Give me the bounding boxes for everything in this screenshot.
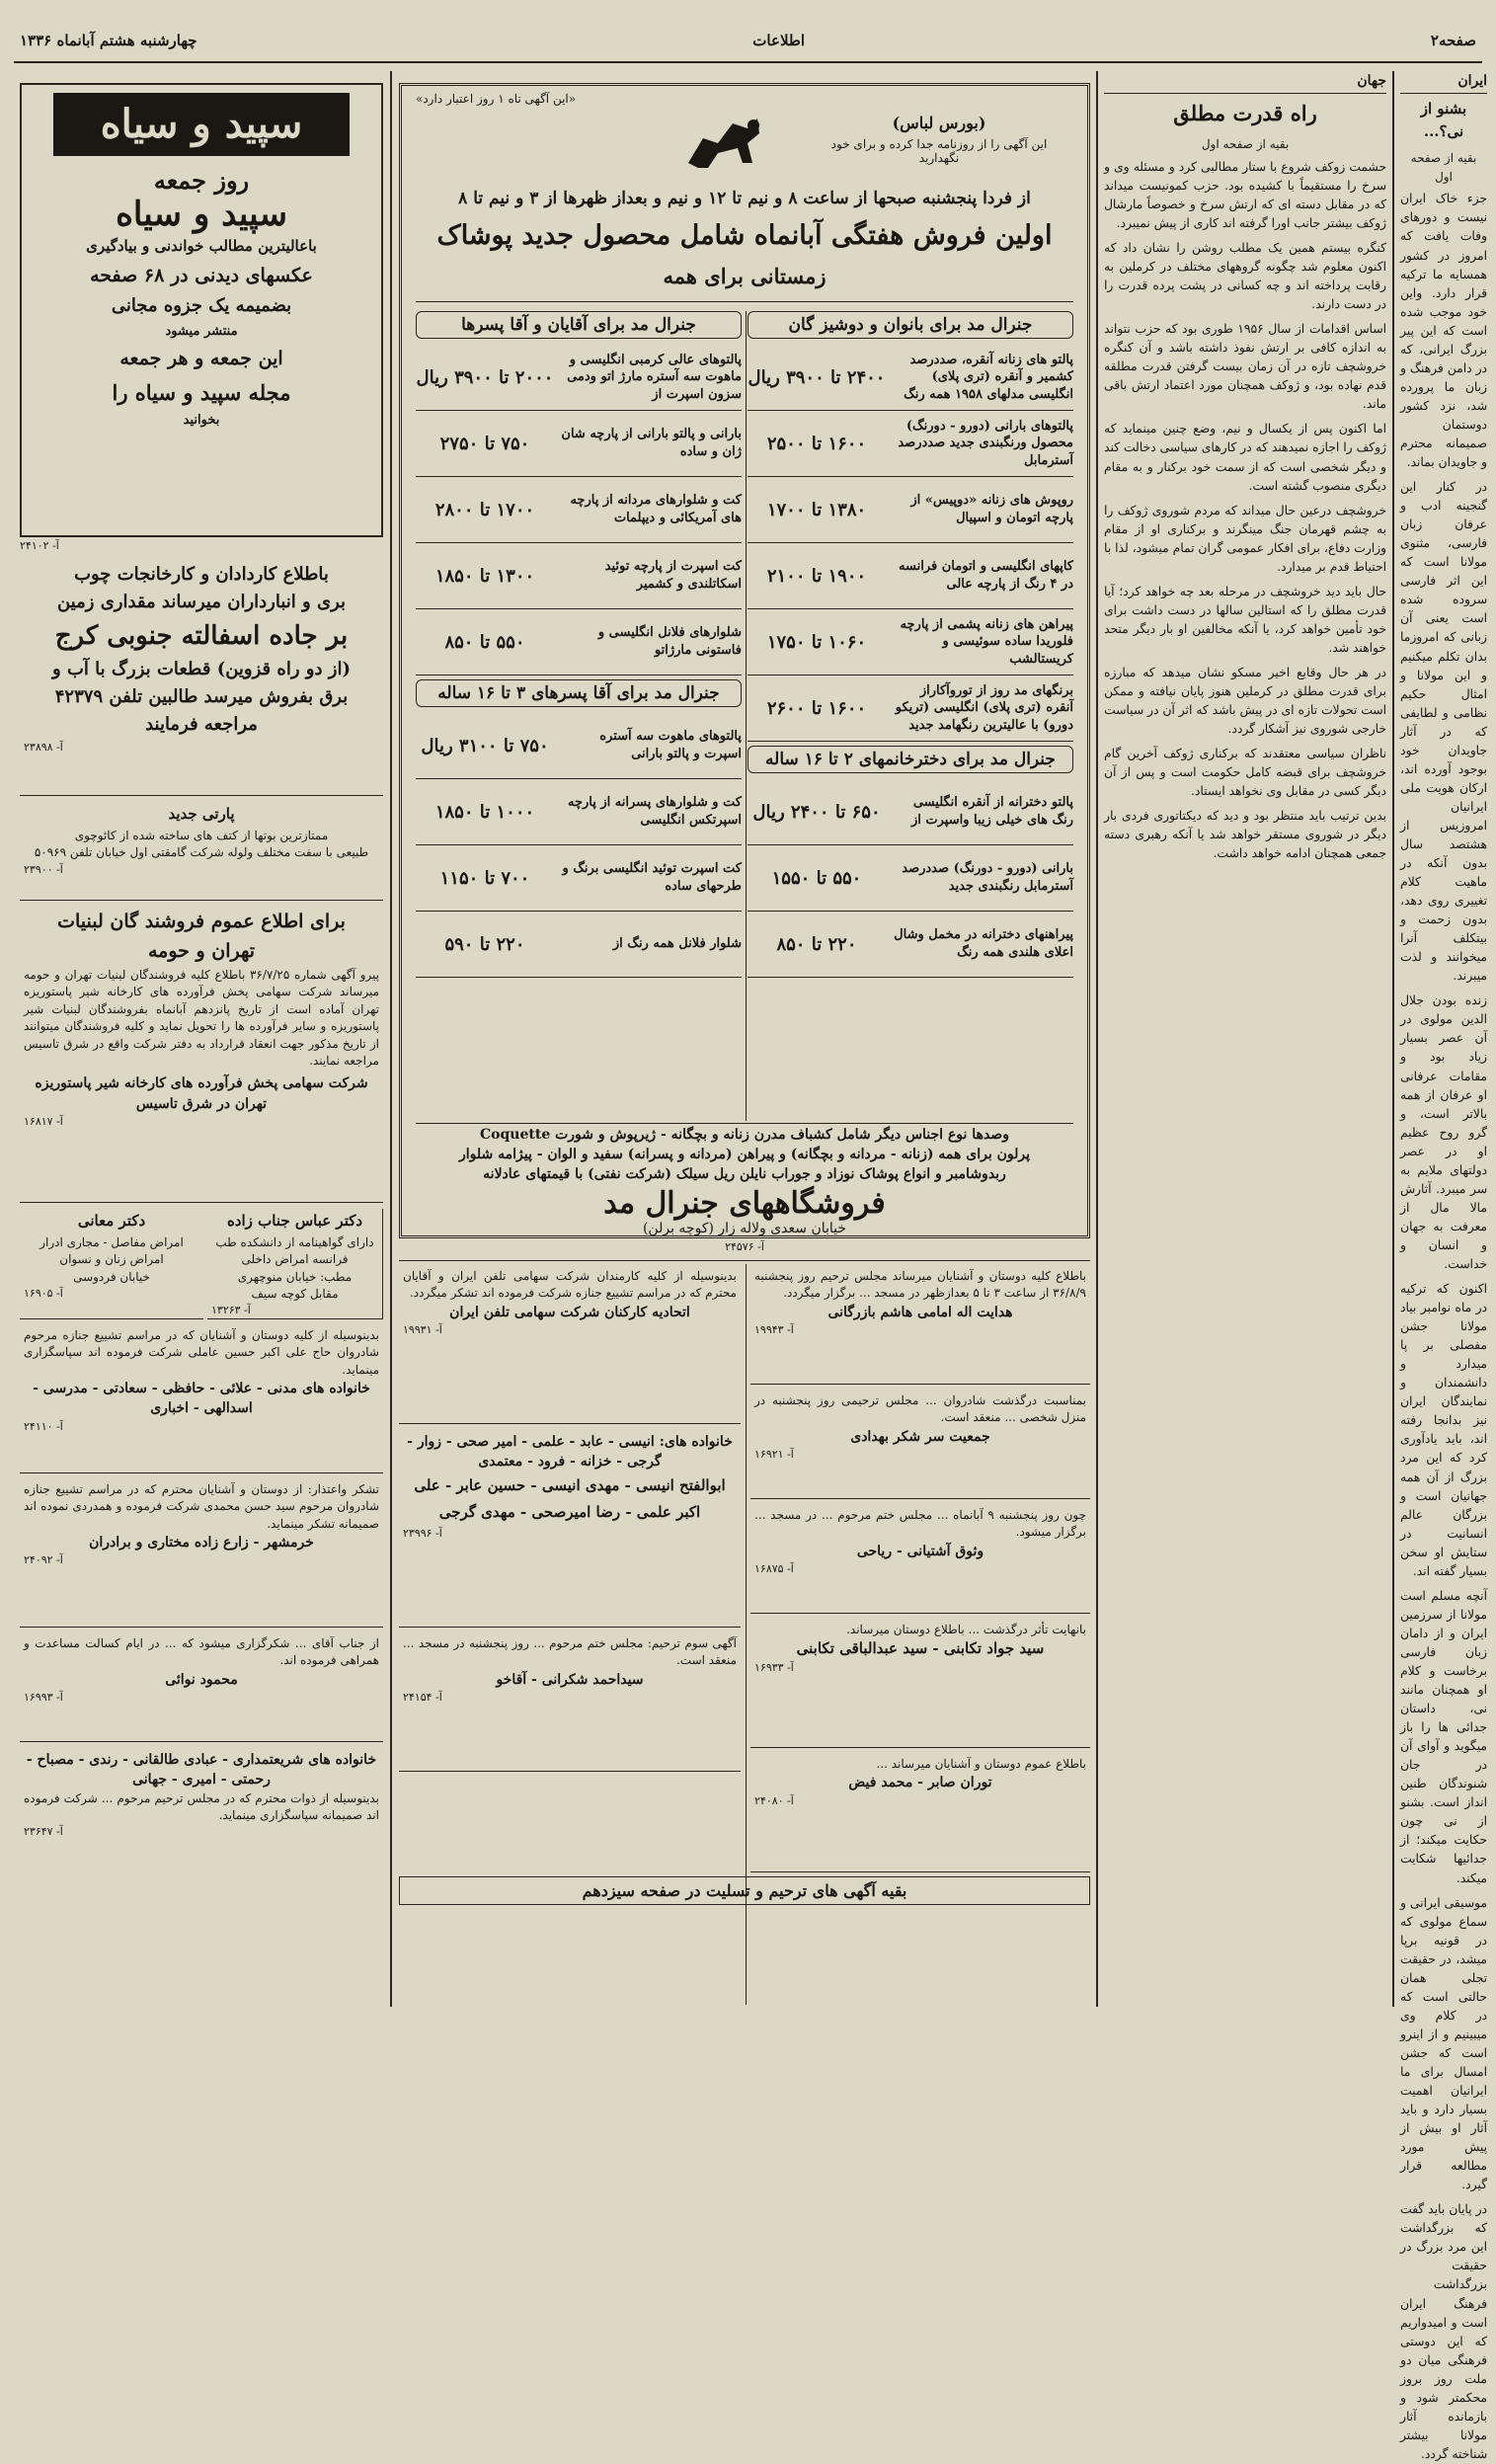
ad-line: مطب: خیابان منوچهری [237,1269,353,1284]
ad-code: آ- ۱۶۸۷۵ [754,1562,794,1576]
page-header [0,28,1496,57]
notice [750,1620,1090,1748]
land-sale-ad [20,559,383,796]
notice-text: چون روز پنجشنبه ۹ آبانماه ... مجلس ختم مرحوم ... در مسجد ... برگزار میشود. [754,1508,1086,1540]
item-price: ۲۴۰۰ تا ۳۹۰۰ ریال [748,366,886,388]
notice-signature: جمعیت سر شکر بهدادی [850,1428,990,1445]
price-item [748,609,1073,676]
item-price: ۲۲۰ تا ۸۵۰ [776,933,857,955]
ad-code: آ- ۲۴۱۱۰ [24,1419,63,1433]
notice [750,1754,1090,1872]
item-price: ۱۰۰۰ تا ۱۸۵۰ [434,801,535,823]
page-number: صفحه۲ [1430,32,1476,49]
ad-title: برای اطلاع عموم فروشند گان لبنیات [57,911,346,932]
article-paragraph: حال باید دید خروشچف در مرحله بعد چه خواهد کرد؛ آیا قدرت مطلق را که استالین سالها در دست داشت برای خود تأمین خواهد کرد، یا آنکه مخالفین او بار دیگر متحد خواهند شد. [1104,584,1386,655]
ad-line: باعالیترین مطالب خواندنی و بیادگیری [86,237,317,255]
price-item [416,543,742,609]
price-item [748,779,1073,845]
item-price: ۷۰۰ تا ۱۱۵۰ [439,867,530,889]
ad-code: آ- ۲۳۶۴۷ [24,1825,63,1839]
article-title: راه قدرت مطلق [1173,100,1317,125]
ad-line: مجله سپید و سیاه را [112,379,291,405]
item-description: برنگهای مد روز از توروآکاراز آنقره (تری پلای) انگلیسی (تریکو دورو) با عالیترین رنگهامد جدید [895,682,1073,733]
ad-more-line: وصدها نوع اجناس دیگر شامل کشباف مدرن زنانه و بچگانه - ژیرپوش و شورت Coquette [480,1127,1009,1143]
article-title: بشنو از نی؟... [1420,99,1467,140]
ad-code: آ- ۱۶۹۰۵ [24,1286,63,1300]
price-item [416,779,742,845]
notice [20,1633,383,1742]
store-address: خیابان سعدی ولاله زار (کوچه برلن) [642,1221,847,1236]
ad-line: عکسهای دیدنی در ۶۸ صفحه [90,264,313,286]
item-description: کت اسپرت از پارچه توئید اسکاتلندی و کشمیر [604,559,742,592]
notice-text: بدینوسیله از کلیه کارمندان شرکت سهامی تلفن ایران و آقایان محترم که در مراسم تشییع جنازه شرکت فرموده اند تشکر میگردد. [403,1269,737,1301]
item-price: ۱۰۶۰ تا ۱۷۵۰ [766,631,867,653]
ad-code: آ- ۲۴۰۹۲ [24,1553,63,1567]
item-price: ۱۳۸۰ تا ۱۷۰۰ [766,499,867,520]
ad-code: آ- ۱۶۸۱۷ [24,1115,63,1129]
item-price: ۱۹۰۰ تا ۲۱۰۰ [766,565,867,587]
ad-code: آ- ۱۹۹۴۳ [754,1323,794,1337]
article-paragraph: آنچه مسلم است مولانا از سرزمین ایران و از دامان زبان فارسی برخاست و کلام او همچنان مانند نی، داستان جدائی ها را باز میگوید و آوای آن در جان شنوندگان طنین انداز است. بشنو از نی چون حکایت میکند؛ از جدائیها شکایت میکند. [1400,1588,1487,1885]
price-item [416,477,742,543]
doctor-name: دکتر معانی [77,1212,146,1230]
ad-code: آ- ۲۴۰۸۰ [754,1793,794,1807]
ad-line: دارای گواهینامه از دانشکده طب فرانسه امراض داخلی [215,1234,374,1267]
ad-code: آ- ۱۶۹۲۱ [754,1448,794,1462]
continued-notice: بقیه آگهی های ترحیم و تسلیت در صفحه سیزدهم [399,1876,1090,1905]
store-name: فروشگاههای جنرال مد [603,1186,886,1221]
price-item [416,912,742,978]
article-paragraph: حشمت زوکف شروع با ستار مطالبی کرد و مسئله وی و سرخ را مستقیماً با کشیده بود. حزب کمونیست میداند که در مقابل دسته ای که ارتش سرخ و خصوصاً مارشال ژوکف بیشتر جانب اورا گرفته اند کاری از پیش نمیبرد. [1104,159,1386,230]
ad-line: خیابان فردوسی [73,1269,150,1284]
section-rule [399,1260,1090,1261]
item-description: بارانی (دورو - دورنگ) صددرصد آسترمابل رنگبندی جدید [902,861,1073,894]
ad-body: پیرو آگهی شماره ۳۶/۷/۲۵ باطلاع کلیه فروشندگان لبنیات تهران و حومه میرساند شرکت سهامی پخش فرآورده های کارخانه شیر پاستوریزه تهران آماده است از تاریخ پانزدهم آبانماه بفروشندگان لبنیات شیر پاستوریزه و سایر فرآورده ها را تحویل نماید و کلیه فروشندگان میتوانند از تاریخ مذکور جهت انعقاد قرارداد به دفتر شرکت واقع در شرق تاسیس مراجعه نمایند. [24,968,379,1069]
party-ad [20,802,383,901]
notice-text: باطلاع کلیه دوستان و آشنایان میرساند مجلس ترحیم روز پنجشنبه ۳۶/۸/۹ از ساعت ۳ تا ۵ بعدازظهر در مسجد ... برگزار میگردد. [754,1269,1086,1301]
newspaper-name: اطلاعات [752,32,805,49]
magazine-logo: سپید و سیاه [53,93,350,156]
doctor-ad [20,1209,203,1319]
notice-signature: وثوق آشتیانی - ریاحی [856,1543,984,1559]
notice [20,1748,383,1896]
item-description: پیراهنهای دخترانه در مخمل وشال اعلای هلندی همه رنگ [894,927,1073,960]
notice-signature: سیداحمد شکرانی - آقاخو [496,1671,644,1688]
price-item [748,845,1073,912]
ad-code: آ- ۲۴۱۰۲ [20,539,59,552]
ad-line: ممتازترین بوتها از کتف های ساخته شده از کائوچوی [74,828,329,842]
item-price: ۱۳۰۰ تا ۱۸۵۰ [434,565,535,587]
doctor-ad [207,1209,383,1319]
article-paragraph: بدین ترتیب باید منتظر بود و دید که دیکتاتوری فردی بار دیگر در شوروی مستقر خواهد شد یا آنکه رهبری دسته جمعی همچنان ادامه خواهد داشت. [1104,809,1386,861]
notice [750,1391,1090,1499]
notice-signature: سید جواد تکابنی - سید عبدالباقی تکابنی [796,1639,1045,1658]
notice [750,1505,1090,1614]
ad-code: آ- ۱۹۹۳۱ [403,1323,442,1337]
notice-text: بانهایت تأثر درگذشت ... باطلاع دوستان میرساند. [846,1623,1086,1636]
article-paragraph: در کنار این گنجینه ادب و عرفان زبان فارسی، مثنوی مولانا است که این اثر فارسی سروده شده است یعنی آن زبانی که امروزما بدان تکلم میکنیم و این مولانا و امثال حکیم نظامی و لطایفی که در آثار جاویدان خود بوجود آورده اند، ارکان هویت ملی ایرانیان امروزیس از هشتصد سال بدون آنکه در ماهیت کلام تغییری روی دهد، بدون زحمت و بیتکلف آنرا میخوانند و لذت میبرند. [1400,480,1487,984]
item-description: شلوار فلانل همه رنگ از [612,936,742,952]
article-paragraph: ناظران سیاسی معتقدند که برکناری ژوکف آخرین گام خروشچف برای قبضه کامل حکومت است و پس از آن دیگر کسی در مقابل وی نخواهد ایستاد. [1104,747,1386,799]
ad-line: باطلاع کاردادان و کارخانجات چوب [74,564,329,585]
notice [399,1266,741,1424]
boys-heading: جنرال مد برای آقا پسرهای ۳ تا ۱۶ ساله [416,679,742,707]
header-rule [14,61,1482,63]
item-description: پیراهن های زنانه پشمی از پارچه فلوریدا ساده سوئیسی و کریستالشب [900,616,1073,667]
notice-text: خانواده های: انیسی - عابد - علمی - امیر صحی - زوار - گرجی - خزانه - فرود - معتمدی [407,1434,733,1470]
price-item [416,845,742,912]
article-paragraph: اما اکنون پس از یکسال و نیم، وضع چنین مینماید که ژوکف را اجازه نمیدهند که در کارهای سیاسی دخالت کند و دیگر شخصی است که از سمت خود برکنار و به مقام دیگری منصوب گشته است. [1104,422,1386,493]
ad-code: آ- ۲۳۸۹۸ [24,740,63,754]
notice [20,1325,383,1473]
notice [20,1479,383,1628]
notice [750,1266,1090,1385]
price-item [748,411,1073,477]
price-item [748,676,1073,742]
ad-validity-note: «این آگهی تاه ۱ روز اعتبار دارد» [416,92,577,106]
ad-line: برق بفروش میرسد طالبین تلفن ۴۲۳۷۹ [54,685,349,707]
ad-line: این جمعه و هر جمعه [119,348,283,370]
item-description: روپوش های زنانه «دوپیس» از پارچه اتومان و اسپیال [910,493,1073,525]
article-kicker: بقیه از صفحه اول [1201,137,1290,152]
price-item [748,345,1073,411]
item-description: کت اسپرت توئید انگلیسی برنگ و طرحهای ساده [562,861,742,894]
sepid-o-siah-ad [20,83,383,537]
item-description: پالتوهای بارانی (دورو - دورنگ) محصول ورنگبندی جدید صددرصد آسترمابل [898,418,1073,468]
section-label: ایران [1400,71,1487,94]
price-item [416,609,742,676]
item-price: ۵۵۰ تا ۸۵۰ [444,631,525,653]
notice-text: بمناسبت درگذشت شادروان ... مجلس ترحیمی روز پنجشنبه در منزل شخصی ... منعقد است. [754,1393,1086,1425]
column-divider [390,71,392,2007]
item-price: ۶۵۰ تا ۲۴۰۰ ریال [752,801,881,823]
item-description: شلوارهای فلانل انگلیسی و فاستونی مارژاتو [597,625,742,658]
ad-more-line: ربدوشامبر و انواع پوشاک نوزاد و جوراب نایلن ریل سیلک (شرکت نفتی) با قیمتهای عادلانه [483,1166,1006,1182]
ad-line: طبیعی با سفت مختلف ولوله شرکت گامقتی اول خیابان تلفن ۵۰۹۶۹ [34,845,369,860]
ad-hours: از فردا پنجشنبه صبحها از ساعت ۸ و نیم تا ۱۲ و نیم و بعداز ظهرها از ۳ و نیم تا ۸ [458,189,1031,208]
ad-code: آ- ۱۶۹۳۳ [754,1661,794,1675]
price-item [416,713,742,779]
item-price: ۱۶۰۰ تا ۲۶۰۰ [766,697,867,719]
iran-column [1400,71,1487,2461]
women-collection [748,307,1073,1127]
item-price: ۱۶۰۰ تا ۲۵۰۰ [766,433,867,454]
girls-heading: جنرال مد برای دخترخانمهای ۲ تا ۱۶ ساله [748,746,1073,773]
ad-code: آ- ۲۳۹۹۶ [403,1526,442,1540]
item-price: ۲۰۰۰ تا ۳۹۰۰ ریال [416,366,554,388]
notice-signature: توران صابر - محمد فیض [848,1775,992,1791]
ad-signature: شرکت سهامی پخش فرآورده های کارخانه شیر پاستوریزه تهران در شرق تاسیس [35,1075,368,1112]
price-item [748,912,1073,978]
article-paragraph: خروشچف درعین حال میداند که مردم شوروی ژوکف را به چشم قهرمان جنگ مینگرند و برکناری او از مقام وزارت دفاع، برای افکار عمومی گران تمام میشود، لذا با احتیاط قدم بر میدارد. [1104,503,1386,574]
notice [399,1430,741,1628]
ad-line: بخوانید [183,413,220,429]
ad-line: امراض مفاصل - مجاری ادرار [39,1234,184,1249]
notice-signature: ابوالفتح انیسی - مهدی انیسی - حسین عابر - علی اکبر علمی - رضا امیرصحی - مهدی گرجی [414,1475,726,1521]
ad-line: بری و انبارداران میرساند مقداری زمین [56,591,347,612]
general-mod-advertisement [399,83,1090,1238]
item-price: ۵۵۰ تا ۱۵۵۰ [771,867,862,889]
article-paragraph: کنگره بیستم همین یک مطلب روشن را نشان داد که اکنون معلوم شد چگونه گروههای مختلف در کرملین به رقابت پرداخته اند و چه کسانی در پشت پرده قدرت را در دست دارند. [1104,241,1386,312]
milk-distribution-ad [20,907,383,1203]
column-divider [1096,71,1098,2007]
price-item [748,543,1073,609]
ad-rule [416,1123,1073,1124]
item-price: ۷۵۰ تا ۲۷۵۰ [439,433,530,454]
notice-signature: اتحادیه کارکنان شرکت سهامی تلفن ایران [449,1304,690,1320]
notice [399,1633,741,1772]
item-description: پالتو های زنانه آنقره، صددرصد کشمیر و آنقره (تری پلای) انگلیسی مدلهای ۱۹۵۸ همه رنگ [904,352,1073,402]
issue-date: چهارشنبه هشتم آبانماه ۱۳۳۶ [20,32,197,49]
ad-line: مراجعه فرمایند [145,713,258,735]
article-kicker: بقیه از صفحه اول [1410,151,1477,184]
notice-signature: خانواده های مدنی - علائی - حافظی - سعادتی - مدرسی - اسدالهی - اخباری [33,1381,370,1417]
ad-line: بر جاده اسفالته جنوبی کرج [54,620,349,651]
notice-signature: محمود نوائی [165,1671,238,1688]
ad-brand-note: این آگهی را از روزنامه جدا کرده و برای خود نگهدارید [830,137,1048,165]
men-heading: جنرال مد برای آقایان و آقا پسرها [416,311,742,339]
article-paragraph: اساس اقدامات از سال ۱۹۵۶ طوری بود که حزب نتواند به اندازه کافی بر ارتش نفوذ داشته باشد و آن کنگره خروشچف تازه در آن زمان بیست گرفتن قدرت مطلقه قدم نهاده بود، و ژوکف همچنان مورد اعتماد ارتش باقی ماند. [1104,322,1387,412]
article-paragraph: اکنون که ترکیه در ماه نوامبر بیاد مولانا جشن مفصلی بر پا میدارد و دانشمندان و نمایندگان ایران نیز بدانجا رفته اند، باید یادآوری کرد که این مرد بزرگ از آن همه جهانیان است و بزرگان عالم انسانیت در ستایش او سخن بسیار گفته اند. [1400,1282,1487,1578]
doctor-name: دکتر عباس جناب زاده [226,1212,363,1230]
world-column [1104,71,1386,1059]
section-label: جهان [1104,71,1386,94]
price-item [416,411,742,477]
ad-more-line: پرلون برای همه (زنانه - مردانه و بچگانه) و پیراهن (مردانه و پسرانه) سفید و الوان - پیژامه شلوار [458,1147,1030,1162]
item-description: بارانی و پالتو بارانی از پارچه شان ژان و ساده [561,427,742,459]
article-paragraph: در هر حال وقایع اخیر مسکو نشان میدهد که مبارزه برای قدرت مطلق در کرملین هنوز پایان نیافته و ممکن است تحولات تازه ای در پیش باشد که اثر آن در سیاست خارجی شوروی نیز آشکار گردد. [1104,666,1386,737]
ad-line: امراض زنان و نسوان [59,1252,164,1267]
item-description: کت و شلوارهای پسرانه از پارچه اسپرتکس انگلیسی [568,795,742,828]
notice-text: از جناب آقای ... شکرگزاری میشود که ... در ایام کسالت مساعدت و همراهی فرموده اند. [24,1636,379,1668]
ad-headline: اولین فروش هفتگی آبانماه شامل محصول جدید پوشاک [436,220,1053,251]
ad-rule [416,301,1073,302]
notice-text: تشکر واعتذار: از دوستان و آشنایان محترم که در مراسم تشییع جنازه شادروان مرحوم سید حسن محمدی شرکت فرموده و همدردی نموده اند صمیمانه تشکر مینماید. [24,1482,379,1531]
article-paragraph: موسیقی ایرانی و سماع مولوی که در قونیه برپا میشد، در حقیقت تجلی همان حالتی است که در کلام وی میبینیم و از اینرو است که جشن امسال برای ما ایرانیان اهمیت بسیار دارد و باید آثار او بیش از پیش مورد مطالعه قرار گیرد. [1400,1895,1487,2192]
ad-code: آ- ۲۴۱۵۴ [403,1691,442,1705]
article-paragraph: زنده بودن جلال الدین مولوی در آن عصر بسیار زیاد بود و مقامات عرفانی او عرفان از همه بالاتر است، و گرو روح عظیم او در عصر دولتهای ملایم به سر میبرد. آثارش مالا مال از معرفت به جهان و انسان و خداست. [1400,994,1487,1271]
ad-code: آ- ۱۶۹۹۳ [24,1691,63,1705]
ad-line: (از دو راه قزوین) قطعات بزرگ با آب و [52,659,351,680]
ad-code: آ- ۱۳۲۶۳ [211,1304,251,1317]
magazine-title: سپید و سیاه [116,195,287,234]
ad-subtitle: تهران و حومه [147,939,256,962]
item-price: ۱۷۰۰ تا ۲۸۰۰ [434,499,535,520]
item-description: کت و شلوارهای مردانه از پارچه های آمریکائی و دیپلمات [570,493,742,525]
ad-day: روز جمعه [153,166,250,195]
ad-title: پارتی جدید [168,805,235,823]
price-item [748,477,1073,543]
article-paragraph: جزء خاک ایران نیست و دورهای وفات یافت که امروز در کشور همسایه ما ترکیه قرار دارد. واین خود موجب شده است که این پیر بزرگ ایرانی، که در دامن فرهنگ و زبان ما پرورده شد، نزد کشور دوستمان صمیمانه محترم و جاویدان بماند. [1400,192,1487,470]
column-divider [1392,71,1394,2007]
article-paragraph: در پایان باید گفت که بزرگداشت این مرد بزرگ در حقیقت بزرگداشت فرهنگ ایران است و امیدواریم که این دوستی فرهنگی میان دو ملت روز بروز محکمتر شود و بازمانده آثار مولانا بیشتر شناخته گردد. [1400,2202,1487,2461]
ad-code: آ- ۲۴۵۷۶ [725,1240,764,1253]
item-description: پالتو دخترانه از آنقره انگلیسی رنگ های خیلی زیبا واسپرت از [910,795,1073,828]
notice-signature: خرمشهر - زارع زاده مختاری و برادران [89,1535,314,1551]
men-collection [416,307,742,1127]
ad-subheadline: زمستانی برای همه [663,264,827,288]
women-heading: جنرال مد برای بانوان و دوشیز گان [748,311,1073,339]
notice-signature: هدایت اله امامی هاشم بازرگانی [827,1304,1013,1320]
ad-brand: (بورس لباس) [892,114,986,132]
ad-code: آ- ۲۳۹۰۰ [24,862,63,876]
item-price: ۷۵۰ تا ۳۱۰۰ ریال [421,735,549,756]
item-description: پالتوهای عالی کرمبی انگلیسی و ماهوت سه آستره مارژ اتو ودمی سزون اسپرت از [567,352,742,402]
item-price: ۲۲۰ تا ۵۹۰ [444,933,525,955]
price-item [416,345,742,411]
notice-signature: خانواده های شریعتمداری - عبادی طالقانی - رندی - مصباح - رحمتی - امیری - جهانی [26,1752,377,1788]
ad-column-divider [746,311,747,1121]
ad-line: منتشر میشود [165,324,238,340]
item-description: کاپهای انگلیسی و اتومان فرانسه در ۴ رنگ از پارچه عالی [899,559,1073,592]
notice-text: آگهی سوم ترحیم: مجلس ختم مرحوم ... روز پنجشنبه در مسجد ... منعقد است. [403,1636,737,1668]
notice-text: بدینوسیله از ذوات محترم که در مجلس ترحیم مرحوم ... شرکت فرموده اند صمیمانه سپاسگزاری مینماید. [24,1790,379,1822]
ad-line: بضمیمه یک جزوه مجانی [111,294,292,316]
notice-text: باطلاع عموم دوستان و آشنایان میرساند ... [876,1757,1086,1771]
notice-text: بدینوسیله از کلیه دوستان و آشنایان که در مراسم تشییع جنازه مرحوم شادروان حاج علی اکبر حسین عاملی شرکت فرموده اند سپاسگزاری مینماید. [24,1328,379,1377]
ad-line: مقابل کوچه سیف [251,1286,339,1301]
item-description: پالتوهای ماهوت سه آستره اسپرت و پالتو بارانی [599,729,742,761]
lion-logo-icon [678,104,767,183]
